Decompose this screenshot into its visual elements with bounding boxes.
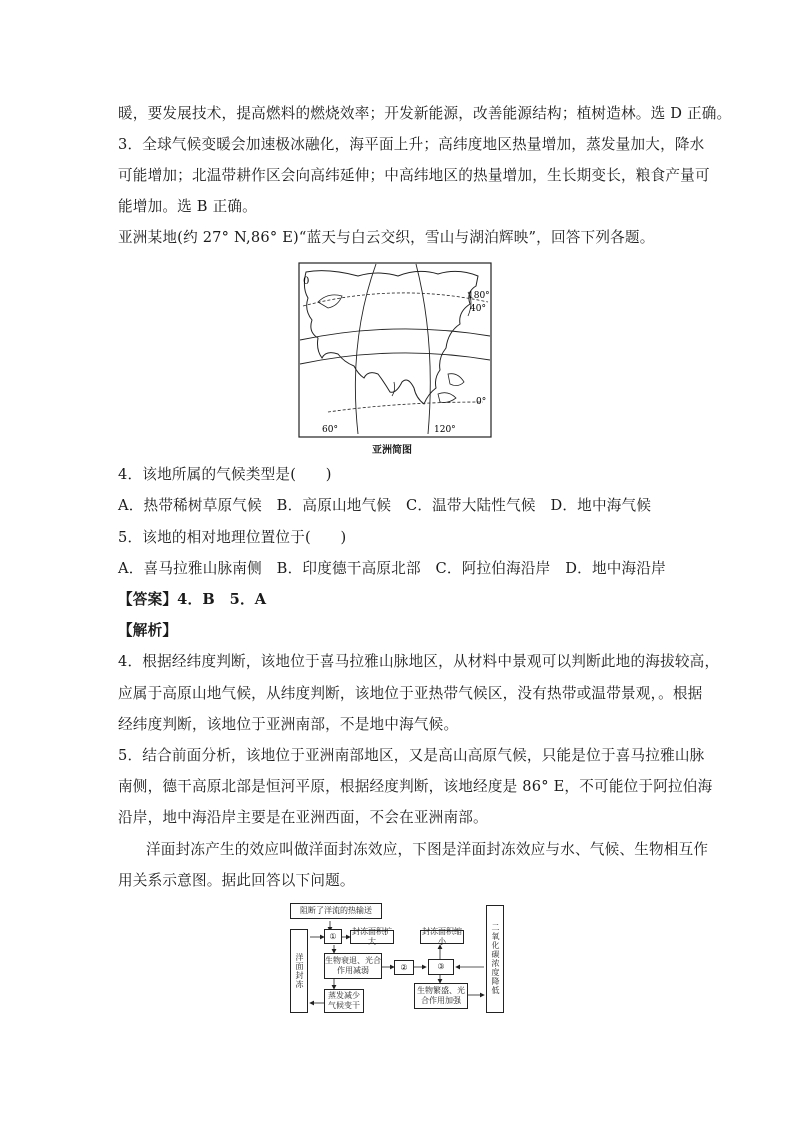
asia-map	[298, 262, 492, 438]
flow-top-box: 阻断了洋流的热输送	[290, 903, 382, 919]
map-label-180: 180°	[468, 291, 490, 301]
analysis-heading: 【解析】	[118, 622, 178, 639]
intro-line: 用关系示意图。据此回答以下问题。	[118, 872, 355, 889]
flow-bio-weak-box: 生物衰退、光合作用减弱	[324, 953, 382, 979]
question-4: 4．该地所属的气候类型是( )	[118, 466, 332, 483]
map-caption: 亚洲简图	[372, 445, 412, 456]
map-label-40: 40°	[470, 304, 486, 314]
map-label-60: 60°	[322, 425, 338, 435]
map-label-lon0: 0	[303, 276, 310, 287]
flow-evap-box: 蒸发减少气候变干	[324, 989, 364, 1013]
paragraph-line: 可能增加；北温带耕作区会向高纬延伸；中高纬地区的热量增加，生长期变长，粮食产量可	[118, 167, 710, 184]
map-label-120: 120°	[434, 425, 456, 435]
flow-shrink-box: 封冻面积缩小	[422, 927, 462, 946]
flow-diagram	[290, 903, 504, 1015]
answer: 【答案】4．B 5．A	[118, 591, 267, 608]
map-label-eq: 0°	[476, 397, 487, 407]
flow-expand-box: 封冻面积扩大	[352, 927, 392, 946]
question-stem: 亚洲某地(约 27° N,86° E)“蓝天与白云交织，雪山与湖泊辉映”，回答下列各题。	[118, 229, 655, 246]
intro-line: 洋面封冻产生的效应叫做洋面封冻效应，下图是洋面封冻效应与水、气候、生物相互作	[146, 841, 709, 858]
flow-right-box: 二氧化碳浓度降低	[486, 905, 504, 1013]
analysis-line: 应属于高原山地气候，从纬度判断，该地位于亚热带气候区，没有热带或温带景观，。根据	[118, 685, 703, 702]
flow-node-3: ③	[428, 959, 454, 975]
paragraph-line: 3．全球气候变暖会加速极冰融化，海平面上升；高纬度地区热量增加，蒸发量加大，降水	[118, 136, 705, 153]
flow-bio-strong-box: 生物繁盛、光合作用加强	[414, 983, 468, 1009]
question-5: 5．该地的相对地理位置位于( )	[118, 529, 347, 546]
analysis-line: 4．根据经纬度判断，该地位于喜马拉雅山脉地区，从材料中景观可以判断此地的海拔较高，	[118, 653, 720, 670]
analysis-line: 5．结合前面分析，该地位于亚洲南部地区，又是高山高原气候，只能是位于喜马拉雅山脉	[118, 747, 705, 764]
analysis-line: 经纬度判断，该地位于亚洲南部，不是地中海气候。	[118, 716, 459, 733]
flow-left-box: 洋面封冻	[290, 929, 308, 1013]
flow-arrows	[290, 903, 504, 1015]
analysis-line: 沿岸，地中海沿岸主要是在亚洲西面，不会在亚洲南部。	[118, 809, 488, 826]
paragraph-line: 暖，要发展技术，提高燃料的燃烧效率；开发新能源，改善能源结构；植树造林。选 D 正确。	[118, 105, 732, 122]
paragraph-line: 能增加。选 B 正确。	[118, 198, 257, 215]
analysis-line: 南侧，德干高原北部是恒河平原，根据经度判断，该地经度是 86° E，不可能位于阿拉伯海	[118, 778, 713, 795]
flow-node-2: ②	[394, 960, 414, 975]
question-4-options: A．热带稀树草原气候 B．高原山地气候 C．温带大陆性气候 D．地中海气候	[118, 497, 652, 514]
question-5-options: A．喜马拉雅山脉南侧 B．印度德干高原北部 C．阿拉伯海沿岸 D．地中海沿岸	[118, 560, 666, 577]
flow-node-1: ①	[324, 929, 342, 944]
